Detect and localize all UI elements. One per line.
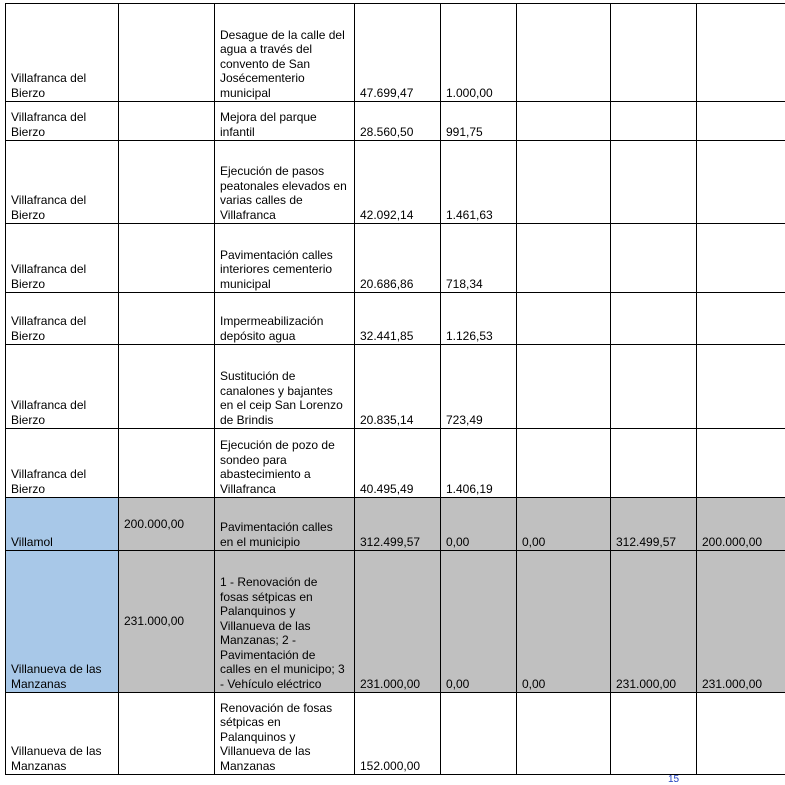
amount-cell — [517, 345, 611, 429]
amount-cell — [697, 345, 785, 429]
asignado-cell — [119, 4, 215, 102]
municipal-investments-table — [5, 3, 785, 775]
actuacion-cell: 1 - Renovación de fosas sétpicas en Palanquinos y Villanueva de las Manzanas; 2 - Pavimentación de calles en el municipo; 3 - Vehículo eléctrico — [215, 551, 355, 693]
amount-cell: 0,00 — [517, 498, 611, 551]
municipio-cell: Villafranca del Bierzo — [6, 429, 119, 498]
municipio-cell: Villafranca del Bierzo — [6, 141, 119, 224]
amount-cell — [611, 141, 697, 224]
amount-cell — [517, 102, 611, 141]
importe-cell: 32.441,85 — [355, 293, 441, 345]
amount-cell — [517, 224, 611, 293]
amount-cell — [517, 141, 611, 224]
amount-cell — [517, 4, 611, 102]
importe-cell: 42.092,14 — [355, 141, 441, 224]
amount-cell — [697, 224, 785, 293]
amount-cell — [517, 293, 611, 345]
importe-cell: 40.495,49 — [355, 429, 441, 498]
amount-cell: 723,49 — [441, 345, 517, 429]
amount-cell — [611, 693, 697, 775]
amount-cell — [517, 693, 611, 775]
amount-cell — [697, 102, 785, 141]
actuacion-cell: Sustitución de canalones y bajantes en el ceip San Lorenzo de Brindis — [215, 345, 355, 429]
amount-cell: 231.000,00 — [611, 551, 697, 693]
municipio-cell: Villanueva de las Manzanas — [6, 693, 119, 775]
amount-cell: 0,00 — [441, 551, 517, 693]
table-row — [6, 551, 785, 693]
amount-cell: 1.406,19 — [441, 429, 517, 498]
amount-cell: 200.000,00 — [697, 498, 785, 551]
asignado-cell — [119, 102, 215, 141]
asignado-cell — [119, 293, 215, 345]
actuacion-cell: Impermeabilización depósito agua — [215, 293, 355, 345]
amount-cell — [697, 429, 785, 498]
amount-cell — [697, 4, 785, 102]
amount-cell — [697, 293, 785, 345]
asignado-cell — [119, 345, 215, 429]
asignado-cell — [119, 141, 215, 224]
actuacion-cell: Desague de la calle del agua a través del convento de San Josécementerio municipal — [215, 4, 355, 102]
amount-cell — [697, 141, 785, 224]
amount-cell: 231.000,00 — [697, 551, 785, 693]
amount-cell — [611, 429, 697, 498]
amount-cell: 1.461,63 — [441, 141, 517, 224]
amount-cell: 1.126,53 — [441, 293, 517, 345]
asignado-cell — [119, 693, 215, 775]
importe-cell: 47.699,47 — [355, 4, 441, 102]
table-row — [6, 429, 785, 498]
table-row — [6, 498, 785, 551]
asignado-cell — [119, 429, 215, 498]
actuacion-cell: Ejecución de pozo de sondeo para abastecimiento a Villafranca — [215, 429, 355, 498]
amount-cell: 312.499,57 — [611, 498, 697, 551]
table-row — [6, 345, 785, 429]
importe-cell: 28.560,50 — [355, 102, 441, 141]
amount-cell: 991,75 — [441, 102, 517, 141]
amount-cell: 1.000,00 — [441, 4, 517, 102]
importe-cell: 20.835,14 — [355, 345, 441, 429]
asignado-cell — [119, 224, 215, 293]
municipio-cell: Villafranca del Bierzo — [6, 102, 119, 141]
amount-cell: 718,34 — [441, 224, 517, 293]
amount-cell: 0,00 — [441, 498, 517, 551]
table-row — [6, 102, 785, 141]
amount-cell — [611, 293, 697, 345]
importe-cell: 231.000,00 — [355, 551, 441, 693]
municipio-cell: Villamol — [6, 498, 119, 551]
municipio-cell: Villafranca del Bierzo — [6, 345, 119, 429]
actuacion-cell: Pavimentación calles en el municipio — [215, 498, 355, 551]
table-row — [6, 693, 785, 775]
importe-cell: 152.000,00 — [355, 693, 441, 775]
amount-cell — [611, 224, 697, 293]
actuacion-cell: Ejecución de pasos peatonales elevados en varias calles de Villafranca — [215, 141, 355, 224]
amount-cell — [441, 693, 517, 775]
actuacion-cell: Pavimentación calles interiores cementerio municipal — [215, 224, 355, 293]
amount-cell — [611, 4, 697, 102]
amount-cell — [697, 693, 785, 775]
municipio-cell: Villafranca del Bierzo — [6, 224, 119, 293]
municipio-cell: Villanueva de las Manzanas — [6, 551, 119, 693]
asignado-cell: 231.000,00 — [119, 551, 215, 693]
importe-cell: 20.686,86 — [355, 224, 441, 293]
actuacion-cell: Renovación de fosas sétpicas en Palanquinos y Villanueva de las Manzanas — [215, 693, 355, 775]
table-row — [6, 224, 785, 293]
actuacion-cell: Mejora del parque infantil — [215, 102, 355, 141]
importe-cell: 312.499,57 — [355, 498, 441, 551]
table-row — [6, 4, 785, 102]
amount-cell: 0,00 — [517, 551, 611, 693]
amount-cell — [611, 345, 697, 429]
municipio-cell: Villafranca del Bierzo — [6, 293, 119, 345]
page-number: 15 — [668, 775, 679, 785]
table-row — [6, 141, 785, 224]
amount-cell — [611, 102, 697, 141]
table-row — [6, 293, 785, 345]
amount-cell — [517, 429, 611, 498]
asignado-cell: 200.000,00 — [119, 498, 215, 551]
municipio-cell: Villafranca del Bierzo — [6, 4, 119, 102]
